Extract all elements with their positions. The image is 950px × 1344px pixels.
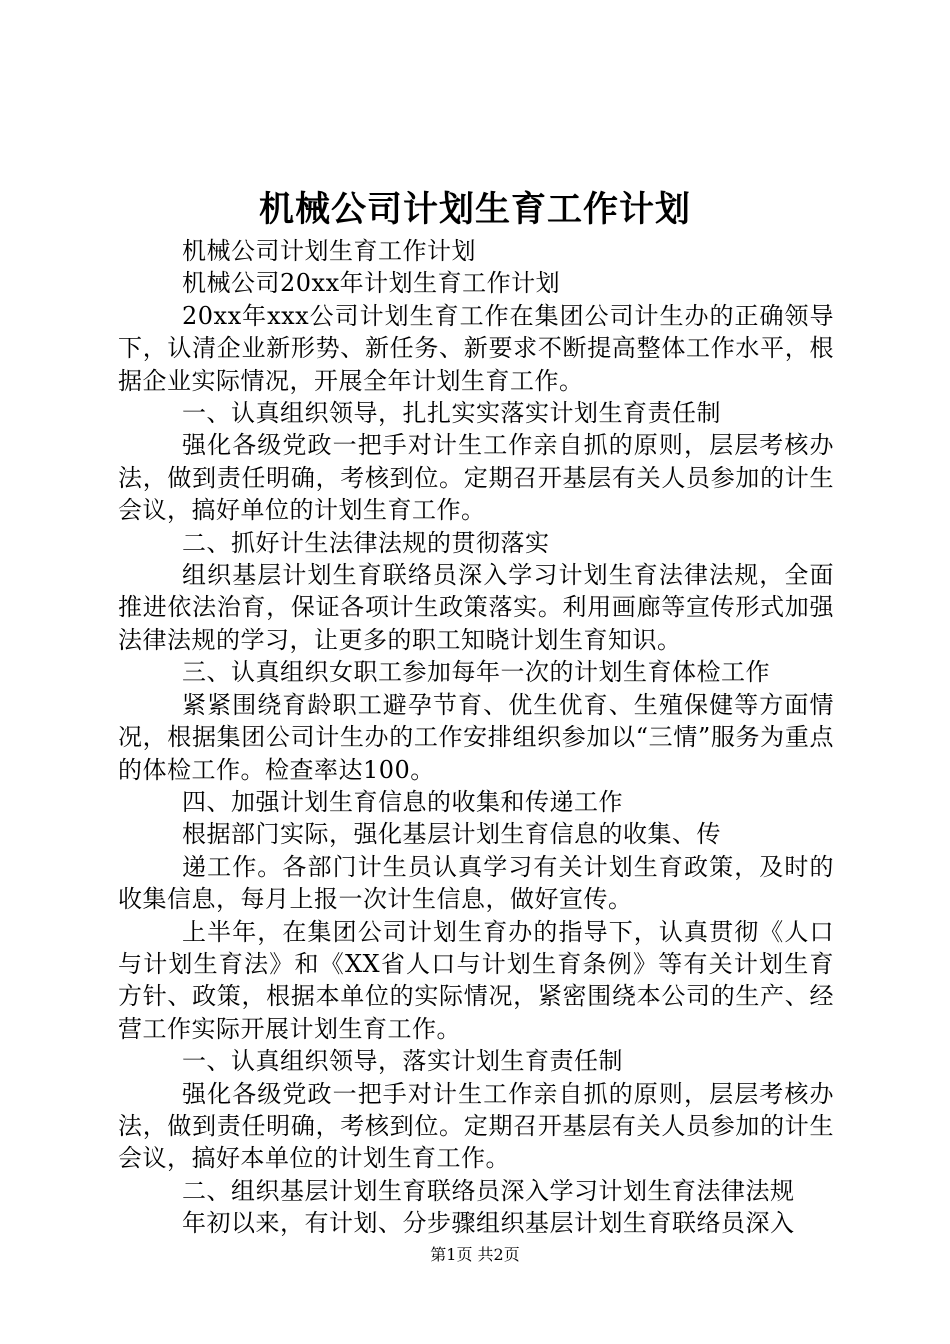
section-heading-5: 一、认真组织领导，落实计划生育责任制 — [182, 1047, 623, 1076]
section-heading-3: 三、认真组织女职工参加每年一次的计划生育体检工作 — [182, 658, 770, 687]
section-heading-1: 一、认真组织领导，扎扎实实落实计划生育责任制 — [182, 399, 721, 428]
document-body — [118, 235, 834, 1240]
paragraph-9: 上半年，在集团公司计划生育办的指导下，认真贯彻《人口与计划生育法》和《XX省人口与计划生育条例》等有关计划生育方针、政策，根据本单位的实际情况，紧密围绕本公司的生产、经营工作实际开展计划生育工作。 — [118, 917, 834, 1043]
paragraph-2: 机械公司20xx年计划生育工作计划 — [182, 269, 561, 298]
paragraph-6: 紧紧围绕育龄职工避孕节育、优生优育、生殖保健等方面情况，根据集团公司计生办的工作安排组织参加以“三情”服务为重点的体检工作。检查率达100。 — [118, 690, 834, 784]
paragraph-3: 20xx年xxx公司计划生育工作在集团公司计生办的正确领导下，认清企业新形势、新任务、新要求不断提高整体工作水平，根据企业实际情况，开展全年计划生育工作。 — [118, 301, 834, 395]
paragraph-11: 年初以来，有计划、分步骤组织基层计划生育联络员深入 — [182, 1209, 795, 1238]
section-heading-4: 四、加强计划生育信息的收集和传递工作 — [182, 787, 623, 816]
page-footer: 第1页 共2页 — [430, 1245, 520, 1264]
paragraph-1: 机械公司计划生育工作计划 — [182, 237, 476, 265]
paragraph-8: 递工作。各部门计生员认真学习有关计划生育政策，及时的收集信息，每月上报一次计生信息，做好宣传。 — [118, 852, 834, 914]
paragraph-4: 强化各级党政一把手对计生工作亲自抓的原则，层层考核办法，做到责任明确，考核到位。定期召开基层有关人员参加的计生会议，搞好单位的计划生育工作。 — [118, 431, 834, 525]
paragraph-7: 根据部门实际，强化基层计划生育信息的收集、传 — [182, 820, 721, 849]
paragraph-5: 组织基层计划生育联络员深入学习计划生育法律法规，全面推进依法治育，保证各项计生政策落实。利用画廊等宣传形式加强法律法规的学习，让更多的职工知晓计划生育知识。 — [118, 561, 834, 654]
section-heading-6: 二、组织基层计划生育联络员深入学习计划生育法律法规 — [182, 1176, 795, 1205]
document-title: 机械公司计划生育工作计划 — [258, 189, 691, 230]
section-heading-2: 二、抓好计生法律法规的贯彻落实 — [182, 528, 550, 557]
paragraph-10: 强化各级党政一把手对计生工作亲自抓的原则，层层考核办法，做到责任明确，考核到位。定期召开基层有关人员参加的计生会议，搞好本单位的计划生育工作。 — [118, 1079, 834, 1173]
